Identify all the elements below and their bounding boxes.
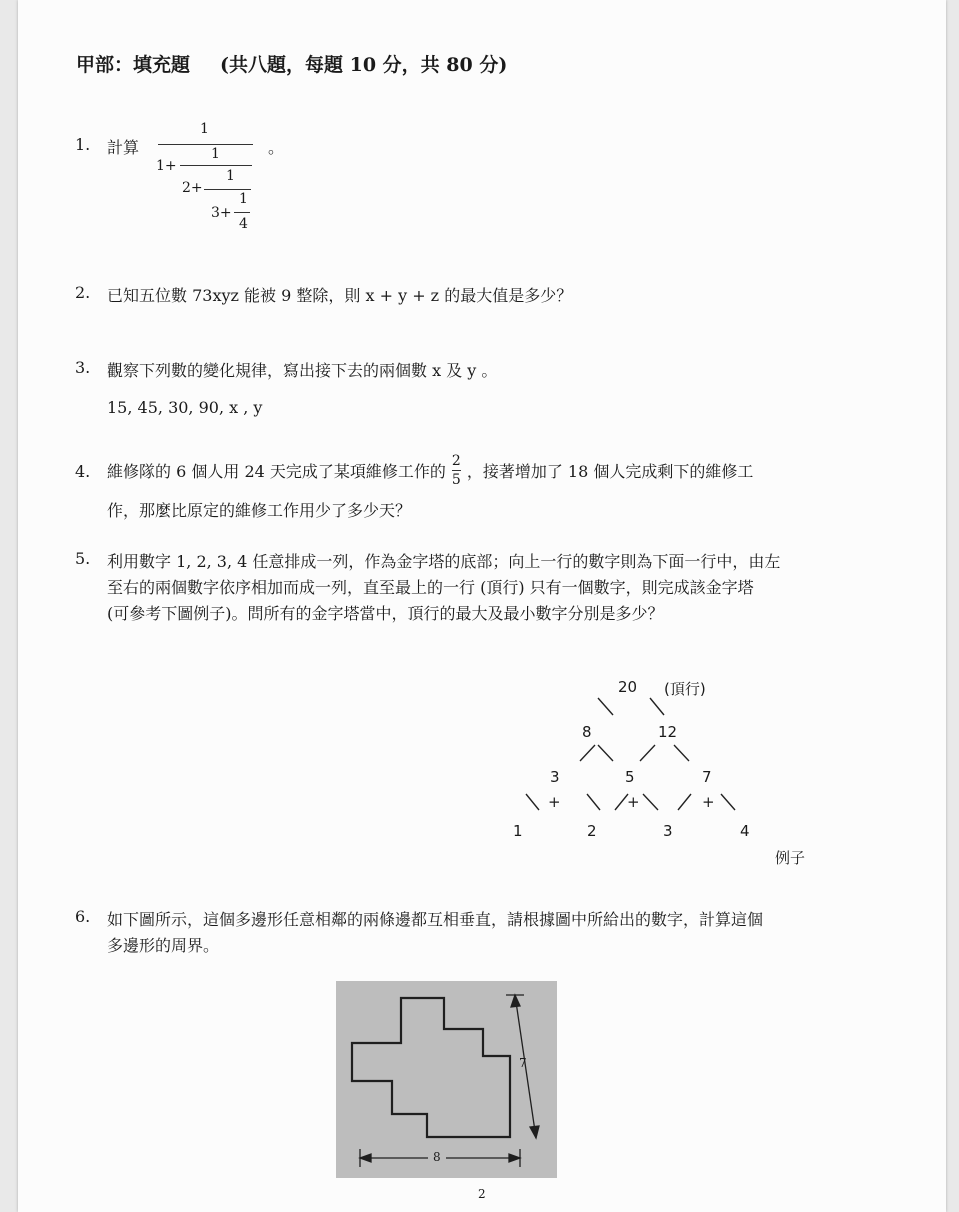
pyramid-plus: + (702, 793, 715, 811)
cf-term-3: 3+ (211, 205, 232, 221)
pyramid-node: 7 (702, 768, 712, 786)
fraction-numerator: 2 (451, 452, 461, 469)
question-text: ，接著增加了 18 個人完成剩下的維修工 (466, 461, 754, 481)
question-number: 1. (75, 135, 91, 154)
question-line-2: 作，那麼比原定的維修工作用少了多少天？ (107, 501, 412, 520)
arrow-head (530, 1126, 539, 1138)
question-number: 4. (75, 462, 91, 481)
pyramid-edge (721, 794, 735, 810)
page-number: 2 (478, 1187, 486, 1201)
pyramid-base: 4 (740, 822, 750, 840)
question-line-3: (可參考下圖例子)。問所有的金字塔當中，頂行的最大及最小數字分別是多少？ (107, 604, 664, 623)
cf-numerator: 1 (200, 121, 209, 137)
question-end: 。 (268, 138, 285, 157)
pyramid-edge (526, 794, 539, 810)
pyramid-edge (650, 698, 664, 715)
arrow-head (360, 1154, 371, 1162)
number-sequence: 15, 45, 30, 90, x , y (107, 398, 263, 417)
pyramid-edge (643, 794, 658, 810)
question-number: 3. (75, 358, 91, 377)
cf-term-1: 1+ (156, 158, 177, 174)
question-number: 5. (75, 549, 91, 568)
question-text: 維修隊的 6 個人用 24 天完成了某項維修工作的 (107, 461, 446, 481)
pyramid-top-label: (頂行) (664, 680, 706, 698)
pyramid-node: 12 (658, 723, 678, 741)
section-title: 甲部：填充題 (76, 54, 191, 76)
polygon-figure (336, 981, 557, 1178)
pyramid-node: 3 (550, 768, 560, 786)
question-prompt: 計算 (107, 138, 140, 157)
arrow-head (509, 1154, 520, 1162)
pyramid-edge (598, 745, 613, 761)
exam-page (18, 0, 946, 1212)
polygon-shape (352, 998, 510, 1137)
pyramid-top: 20 (618, 678, 638, 696)
polygon-drawing (336, 981, 557, 1178)
cf-numerator: 1 (211, 146, 220, 162)
pyramid-plus: + (548, 793, 561, 811)
cf-term-2: 2+ (182, 180, 203, 196)
question-line-2: 多邊形的周界。 (107, 936, 220, 955)
cf-last-denominator: 4 (239, 216, 248, 232)
cf-numerator: 1 (226, 168, 235, 184)
pyramid-base: 2 (587, 822, 597, 840)
pyramid-edge (640, 745, 655, 761)
pyramid-caption: 例子 (775, 849, 806, 867)
question-text: 觀察下列數的變化規律，寫出接下去的兩個數 x 及 y 。 (107, 361, 498, 380)
question-line-2: 至右的兩個數字依序相加而成一列，直至最上的一行 (頂行) 只有一個數字，則完成該金字塔 (107, 578, 754, 597)
question-number: 6. (75, 907, 91, 926)
question-number: 2. (75, 283, 91, 302)
pyramid-base: 3 (663, 822, 673, 840)
pyramid-edge (587, 794, 600, 810)
question-line-1: 利用數字 1, 2, 3, 4 任意排成一列，作為金字塔的底部；向上一行的數字則為下面一行中，由左 (107, 552, 781, 571)
pyramid-node: 8 (582, 723, 592, 741)
question-line-1: 如下圖所示，這個多邊形任意相鄰的兩條邊都互相垂直，請根據圖中所給出的數字，計算這個 (107, 910, 764, 929)
pyramid-lines (18, 0, 946, 900)
arrow-head (511, 995, 520, 1007)
pyramid-edge (598, 698, 613, 715)
pyramid-plus: + (627, 793, 640, 811)
fraction-denominator: 5 (451, 471, 461, 488)
pyramid-node: 5 (625, 768, 635, 786)
height-label: 7 (519, 1056, 527, 1070)
cf-last-numerator: 1 (239, 191, 248, 207)
pyramid-base: 1 (513, 822, 523, 840)
pyramid-edge (678, 794, 691, 810)
pyramid-edge (674, 745, 689, 761)
pyramid-edge (615, 794, 628, 810)
width-label: 8 (433, 1150, 441, 1164)
question-text: 已知五位數 73xyz 能被 9 整除，則 x + y + z 的最大值是多少？ (107, 286, 573, 305)
section-score: (共八題，每題 10 分，共 80 分) (220, 54, 508, 76)
pyramid-edge (580, 745, 595, 761)
